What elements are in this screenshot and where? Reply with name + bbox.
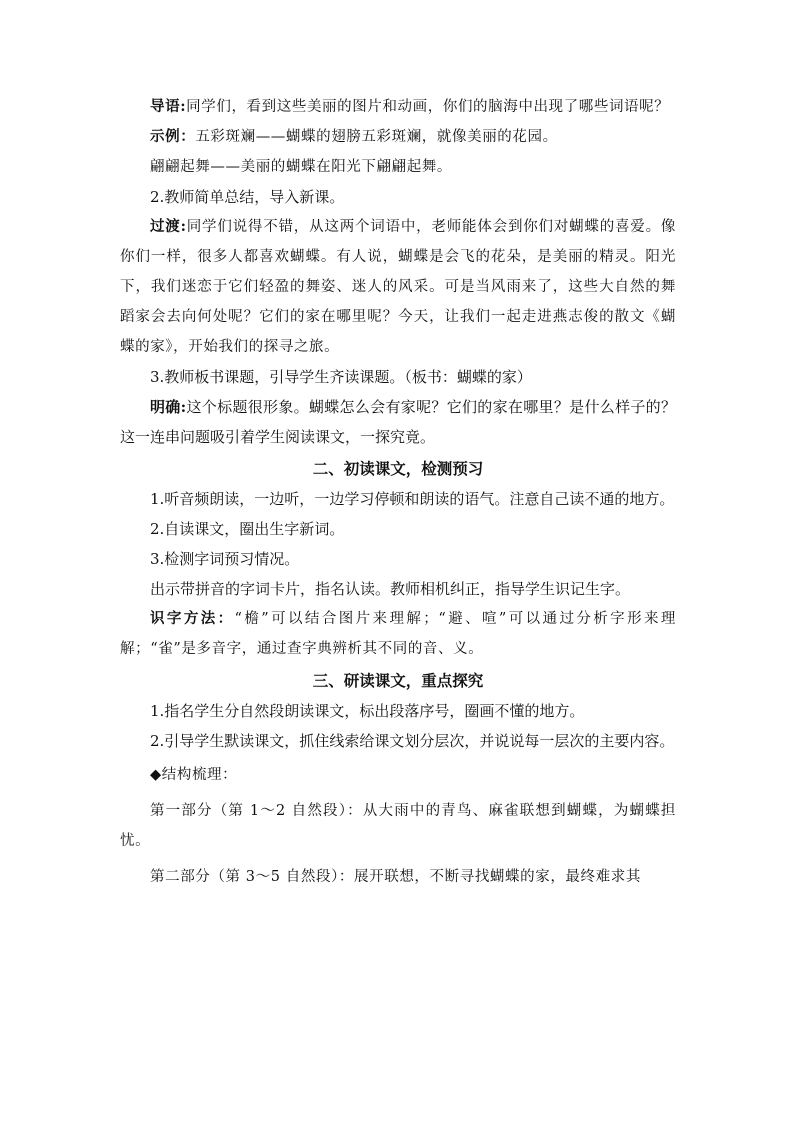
example-two-text: 翩翩起舞——美丽的蝴蝶在阳光下翩翩起舞。	[150, 159, 452, 175]
section-three-item-1: 1.指名学生分自然段朗读课文，标出段落序号，圈画不懂的地方。	[150, 702, 585, 720]
intro-lead: 导语	[150, 98, 181, 115]
section-two-item-2: 2.自读课文，圈出生字新词。	[150, 520, 345, 538]
clarify-lead: 明确	[150, 398, 181, 416]
transition-sep: :	[180, 218, 187, 235]
section-three-heading: 三、研读课文，重点探究	[312, 671, 484, 690]
example-lead: 示例：	[150, 128, 196, 145]
structure-part-two: 第二部分（第 3～5 自然段）：展开联想，不断寻找蝴蝶的家，最终难求其	[150, 869, 641, 885]
example-two	[120, 152, 676, 182]
clarify-sep: :	[180, 398, 187, 416]
section-two-item-1: 1.听音频朗读，一边听，一边学习停顿和朗读的语气。注意自己读不通的地方。	[150, 490, 675, 508]
step-two: 2.教师简单总结，导入新课。	[150, 188, 345, 206]
section-two-heading: 二、初读课文，检测预习	[312, 459, 484, 478]
transition-lead: 过渡	[150, 218, 181, 235]
clarify-paragraph	[120, 392, 676, 452]
section-three-item-2: 2.引导学生默读课文，抓住线索给课文划分层次，并说说每一层次的主要内容。	[150, 732, 675, 750]
example-one	[120, 122, 676, 152]
structure-part-one: 第一部分（第 1～2 自然段）：从大雨中的青鸟、麻雀联想到蝴蝶，为蝴蝶担忧。	[120, 803, 676, 849]
intro-text: 同学们，看到这些美丽的图片和动画，你们的脑海中出现了哪些词语呢？	[186, 99, 670, 115]
example-one-text: 五彩斑斓——蝴蝶的翅膀五彩斑斓，就像美丽的花园。	[195, 129, 558, 145]
transition-paragraph	[120, 212, 676, 362]
section-two-item-3: 3.检测字词预习情况。	[150, 550, 300, 568]
literacy-method	[120, 604, 676, 664]
intro-sep: :	[180, 98, 187, 115]
intro-paragraph	[120, 92, 676, 122]
clarify-text: 这个标题很形象。蝴蝶怎么会有家呢？它们的家在哪里？是什么样子的？这一连串问题吸引着学生阅读课文，一探究竟。	[120, 398, 676, 446]
transition-text: 同学们说得不错，从这两个词语中，老师能体会到你们对蝴蝶的喜爱。像你们一样，很多人都喜欢蝴蝶。有人说，蝴蝶是会飞的花朵，是美丽的精灵。阳光下，我们迷恋于它们轻盈的舞姿、迷人的风采。可是当风雨来了，这些大自然的舞蹈家会去向何处呢？它们的家在哪里呢？今天，让我们一起走进燕志俊的散文《蝴蝶的家》，开始我们的探寻之旅。	[120, 219, 676, 355]
step-three: 3.教师板书课题，引导学生齐读课题。（板书：蝴蝶的家）	[150, 368, 532, 386]
section-two-note: 出示带拼音的字词卡片，指名认读。教师相机纠正，指导学生识记生字。	[150, 580, 631, 598]
document-page	[120, 92, 676, 892]
literacy-method-text: “檐”可以结合图片来理解；“避、喧”可以通过分析字形来理解；“雀”是多音字，通过查字典辨析其不同的音、义。	[120, 611, 677, 657]
literacy-method-lead: 识字方法：	[150, 610, 235, 627]
structure-heading: ◆结构梳理：	[150, 767, 238, 783]
